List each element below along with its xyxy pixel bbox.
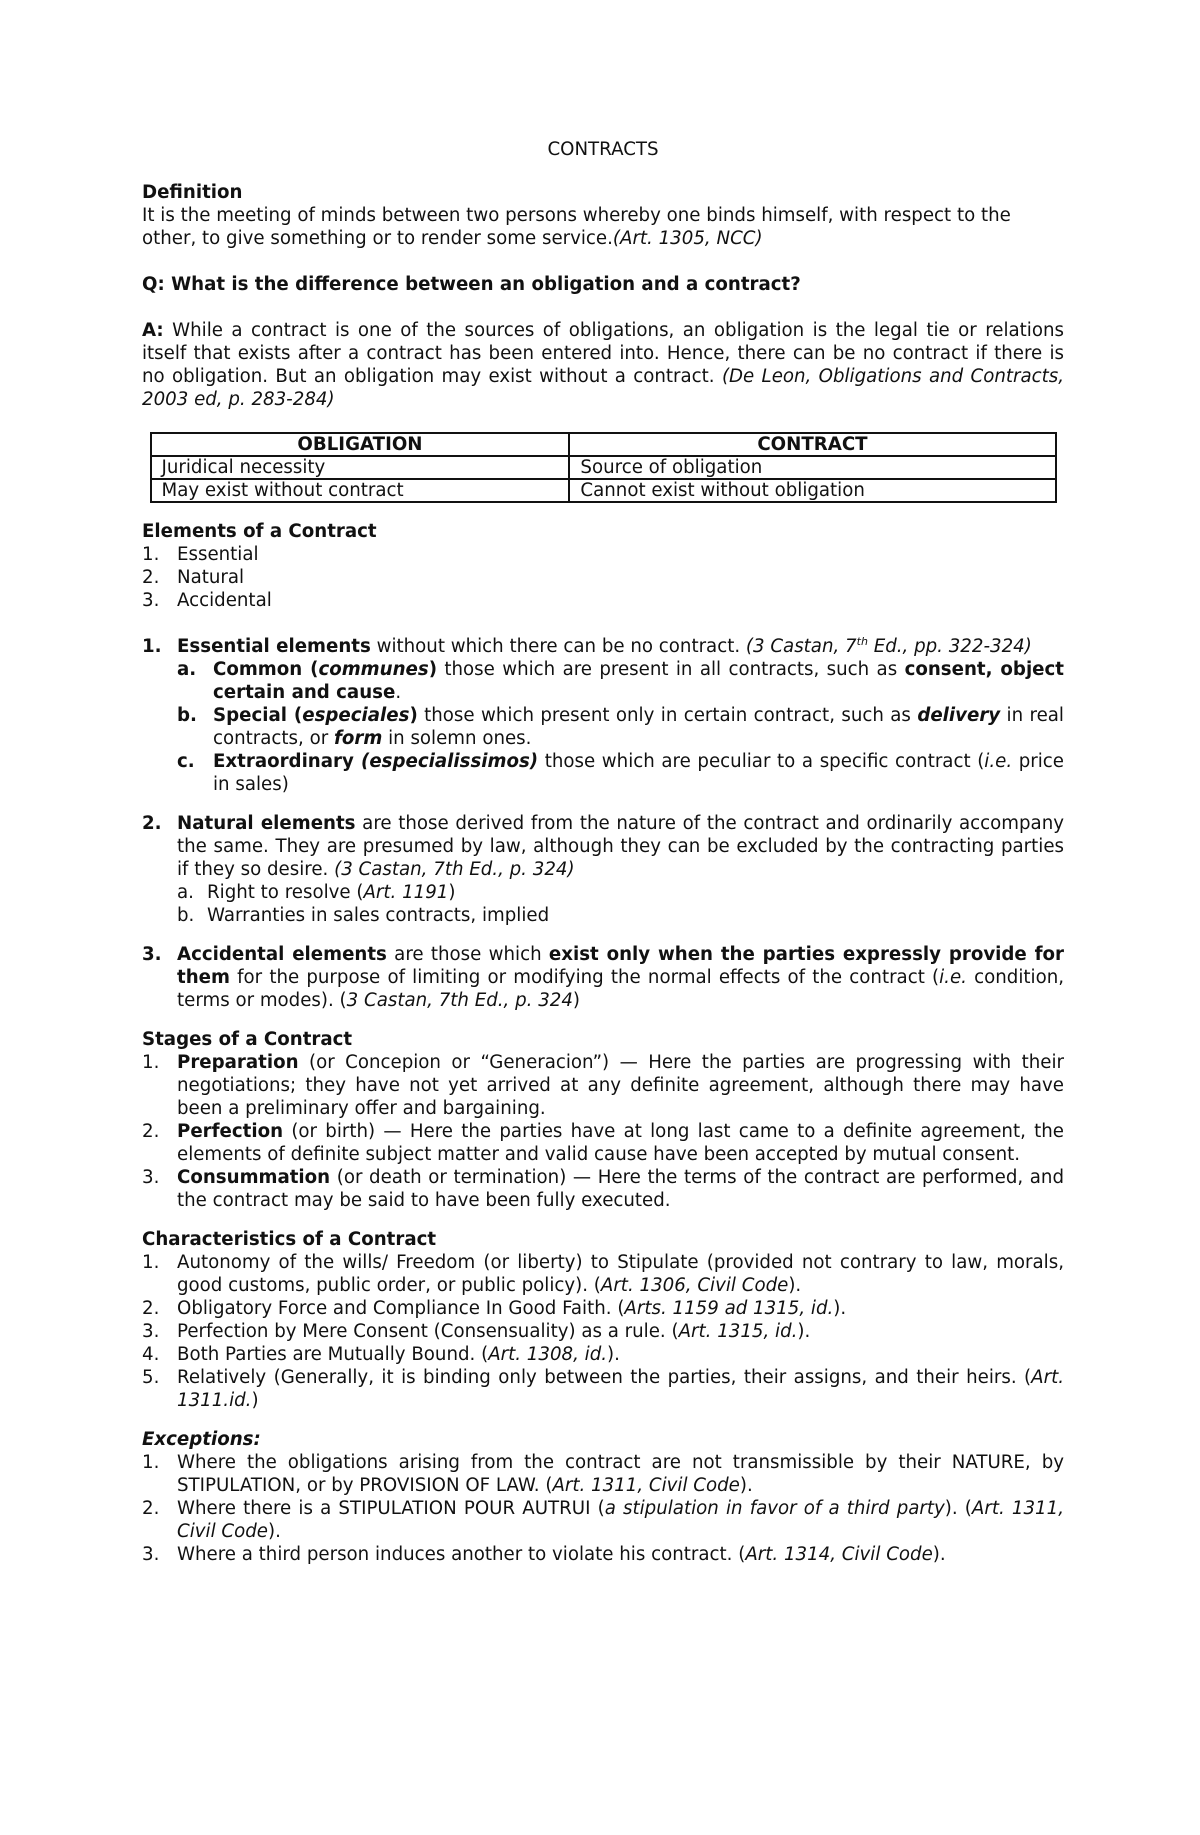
stages-heading: Stages of a Contract (142, 1029, 353, 1050)
definition-text: It is the meeting of minds between two persons whereby one binds himself, with respect to the other, to give something or to render some service.(Art. 1305, NCC) (142, 205, 1011, 249)
list-item: 3. Where a third person induces another to violate his contract. (Art. 1314, Civil Code). (142, 1544, 946, 1565)
list-item: b. Special (especiales) those which present only in certain contract, such as delivery in real contracts, or form in solemn ones. (177, 705, 1064, 749)
document-title: CONTRACTS (547, 139, 659, 160)
essential-label: Essential elements (177, 636, 371, 657)
list-item: 3. Accidental (142, 590, 272, 611)
list-item: 1. Essential (142, 544, 259, 565)
table-cell: May exist without contract (151, 479, 570, 502)
natural-sublist (177, 881, 1064, 927)
table-row (151, 456, 1056, 479)
table-cell: Juridical necessity (151, 456, 570, 479)
question: Q: What is the difference between an obligation and a contract? (142, 274, 801, 295)
answer-citation: (De Leon, Obligations and Contracts, 2003 ed, p. 283-284) (142, 366, 1064, 410)
natural-elements-section (142, 812, 1064, 927)
table-header-row (151, 433, 1056, 456)
table-header-cell: OBLIGATION (151, 433, 570, 456)
list-item: 3. Consummation (or death or termination) — Here the terms of the contract are performed, and the contract may be said to have been fully executed. (142, 1167, 1064, 1211)
answer-label: A: (142, 320, 164, 341)
elements-heading: Elements of a Contract (142, 521, 377, 542)
essential-elements-section (142, 635, 1064, 796)
list-item: b. Warranties in sales contracts, implied (177, 905, 550, 926)
list-item: 1. Autonomy of the wills/ Freedom (or liberty) to Stipulate (provided not contrary to law, morals, good customs, public order, or public policy). (Art. 1306, Civil Code). (142, 1252, 1064, 1296)
answer: A: While a contract is one of the sources of obligations, an obligation is the legal tie or relations itself that exists after a contract has been entered into. Hence, there can be no contract if there is no obligation. But an obligation may exist without a contract. (De Leon, Obligations and Contracts, 2003 ed, p. 283-284) (142, 320, 1064, 410)
list-item: 2. Natural elements are those derived from the nature of the contract and ordinarily accompany the same. They are presumed by law, although they can be excluded by the contracting parties if they so desire. (3 Castan, 7th Ed., p. 324) a. Right to resolve (Art. 1191) b. Warranties in sales contracts, implied (142, 813, 1064, 926)
definition-citation: (Art. 1305, NCC) (612, 228, 763, 249)
list-item: a. Right to resolve (Art. 1191) (177, 882, 456, 903)
document-page (142, 138, 1064, 1566)
exceptions-heading: Exceptions: (142, 1429, 261, 1450)
table-cell: Cannot exist without obligation (569, 479, 1055, 502)
list-item: 2. Perfection (or birth) — Here the parties have at long last came to a definite agreement, the elements of definite subject matter and valid cause have been accepted by mutual consent. (142, 1121, 1064, 1165)
list-item: 1. Essential elements without which there can be no contract. (3 Castan, 7th Ed., pp. 322-324) a. Common (communes) those which are present in all contracts, such as consent, object certain and cause. b. Special (especiales) those which present only in certain contract, such as delivery in real contracts, or form in solemn ones. c. Extraordinary (especialissimos) those which are peculiar to a specific contract (i.e. price in sales) (142, 634, 1064, 795)
list-item: 3. Perfection by Mere Consent (Consensuality) as a rule. (Art. 1315, id.). (142, 1321, 811, 1342)
accidental-elements-section (142, 943, 1064, 1012)
list-item: 2. Natural (142, 567, 245, 588)
comparison-table (150, 432, 1057, 503)
exceptions-list (142, 1451, 1064, 1566)
list-item: 5. Relatively (Generally, it is binding only between the parties, their assigns, and their heirs. (Art. 1311.id.) (142, 1367, 1064, 1411)
list-item: 1. Where the obligations arising from the contract are not transmissible by their NATURE, by STIPULATION, or by PROVISION OF LAW. (Art. 1311, Civil Code). (142, 1452, 1064, 1496)
elements-list (142, 543, 1064, 612)
essential-sublist (177, 658, 1064, 796)
list-item: 4. Both Parties are Mutually Bound. (Art. 1308, id.). (142, 1344, 620, 1365)
list-item: c. Extraordinary (especialissimos) those which are peculiar to a specific contract (i.e. price in sales) (177, 751, 1064, 795)
list-item: a. Common (communes) those which are present in all contracts, such as consent, object certain and cause. (177, 659, 1064, 703)
stages-list (142, 1051, 1064, 1212)
list-item: 3. Accidental elements are those which exist only when the parties expressly provide for them for the purpose of limiting or modifying the normal effects of the contract (i.e. condition, terms or modes). (3 Castan, 7th Ed., p. 324) (142, 944, 1064, 1011)
table-header-cell: CONTRACT (569, 433, 1055, 456)
list-item: 1. Preparation (or Concepion or “Generacion”) — Here the parties are progressing with their negotiations; they have not yet arrived at any definite agreement, although there may have been a preliminary offer and bargaining. (142, 1052, 1064, 1119)
table-row (151, 479, 1056, 502)
characteristics-list (142, 1251, 1064, 1412)
list-item: 2. Where there is a STIPULATION POUR AUTRUI (a stipulation in favor of a third party). (Art. 1311, Civil Code). (142, 1498, 1064, 1542)
table-cell: Source of obligation (569, 456, 1055, 479)
natural-label: Natural elements (177, 813, 356, 834)
accidental-label: Accidental elements (177, 944, 387, 965)
list-item: 2. Obligatory Force and Compliance In Good Faith. (Arts. 1159 ad 1315, id.). (142, 1298, 847, 1319)
characteristics-heading: Characteristics of a Contract (142, 1229, 437, 1250)
definition-heading: Definition (142, 182, 243, 203)
